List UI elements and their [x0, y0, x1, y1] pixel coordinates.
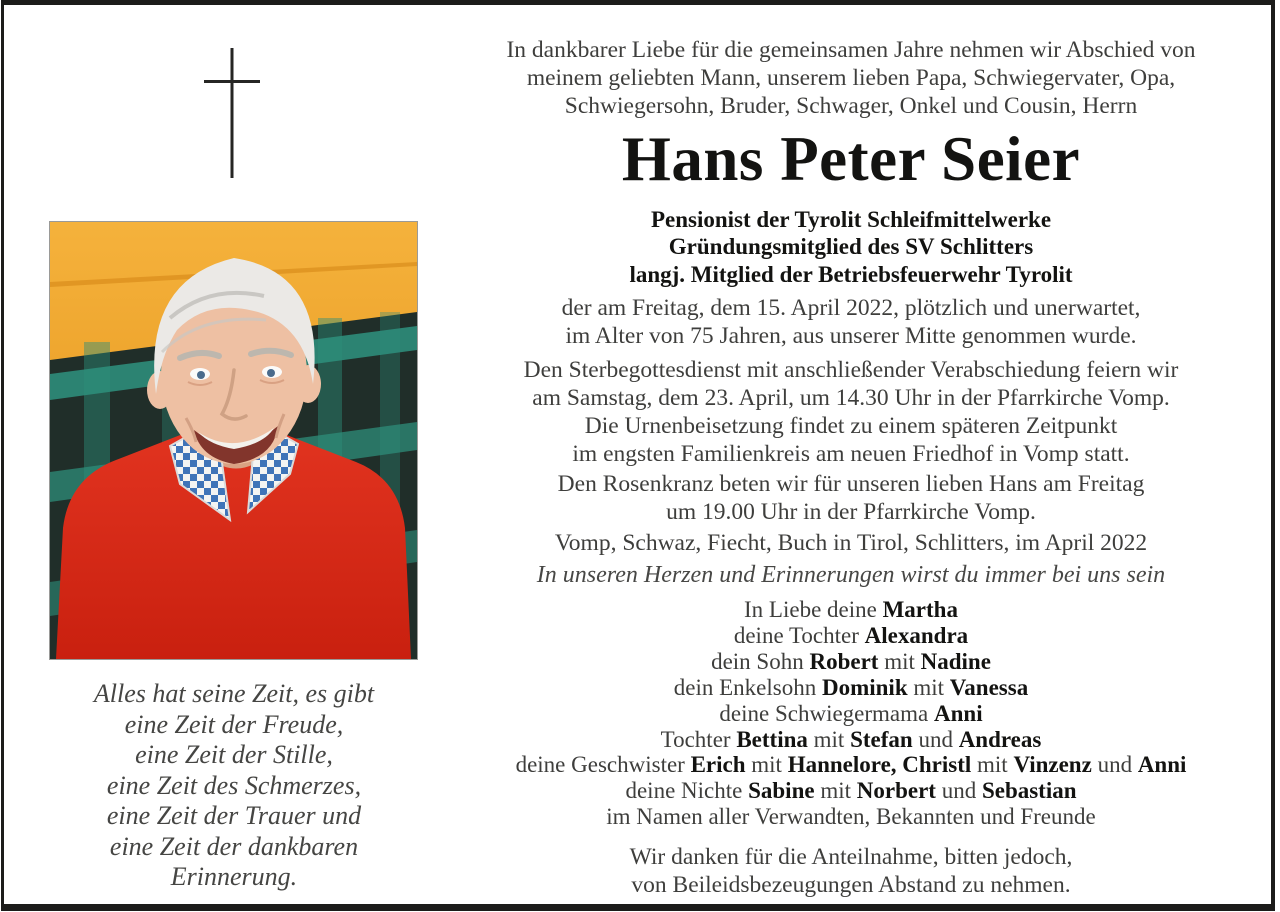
- intro-line: In dankbarer Liebe für die gemeinsamen Jahre nehmen wir Abschied von: [506, 37, 1196, 63]
- poem-line: eine Zeit der dankbaren: [109, 831, 359, 861]
- family-line: deine Nichte Sabine mit Norbert und Sebastian: [625, 778, 1077, 804]
- death-line: der am Freitag, dem 15. April 2022, plötzlich und unerwartet,: [561, 295, 1141, 321]
- rosary-paragraph: [440, 470, 1262, 526]
- family-line: deine Geschwister Erich mit Hannelore, Christl mit Vinzenz und Anni: [515, 752, 1187, 778]
- memorial-poem: [32, 679, 436, 893]
- title-line: Pensionist der Tyrolit Schleifmittelwerke: [650, 207, 1052, 232]
- death-line: im Alter von 75 Jahren, aus unserer Mitte genommen wurde.: [565, 323, 1137, 349]
- service-line: am Samstag, dem 23. April, um 14.30 Uhr in der Pfarrkirche Vomp.: [532, 385, 1170, 411]
- family-line: In Liebe deine Martha: [744, 597, 958, 622]
- closing-line: Wir danken für die Anteilnahme, bitten jedoch,: [629, 844, 1073, 870]
- closing-paragraph: [440, 843, 1262, 900]
- memory-line: In unseren Herzen und Erinnerungen wirst du immer bei uns sein: [536, 562, 1166, 588]
- places-line: Vomp, Schwaz, Fiecht, Buch in Tirol, Schlitters, im April 2022: [554, 530, 1148, 556]
- poem-line: eine Zeit der Stille,: [135, 740, 333, 769]
- family-line: dein Sohn Robert mit Nadine: [711, 648, 991, 674]
- poem-line: eine Zeit der Trauer und: [106, 801, 362, 830]
- rosary-line: um 19.00 Uhr in der Pfarrkirche Vomp.: [666, 499, 1036, 525]
- rosary-line: Den Rosenkranz beten wir für unseren lieben Hans am Freitag: [557, 471, 1145, 497]
- title-line: langj. Mitglied der Betriebsfeuerwehr Tyrolit: [629, 261, 1073, 287]
- family-line: Tochter Bettina mit Stefan und Andreas: [660, 726, 1042, 752]
- deceased-name: Hans Peter Seier: [621, 124, 1081, 194]
- service-line: Die Urnenbeisetzung findet zu einem späteren Zeitpunkt: [584, 413, 1118, 439]
- poem-line: Alles hat seine Zeit, es gibt: [93, 679, 375, 708]
- family-line: deine Schwiegermama Anni: [719, 700, 983, 726]
- latin-cross-icon: [200, 45, 264, 181]
- death-paragraph: [440, 294, 1262, 350]
- poem-line: eine Zeit des Schmerzes,: [106, 770, 362, 800]
- closing-line: von Beileidsbezeugungen Abstand zu nehmen.: [631, 872, 1071, 899]
- service-line: im engsten Familienkreis am neuen Friedhof in Vomp statt.: [572, 441, 1130, 467]
- family-list: [440, 597, 1262, 830]
- poem-line: eine Zeit der Freude,: [124, 709, 344, 739]
- service-line: Den Sterbegottesdienst mit anschließender Verabschiedung feiern wir: [523, 357, 1179, 383]
- intro-line: meinem geliebten Mann, unserem lieben Papa, Schwiegervater, Opa,: [526, 65, 1176, 92]
- intro-paragraph: [440, 36, 1262, 121]
- title-line: Gründungsmitglied des SV Schlitters: [668, 234, 1034, 260]
- deceased-titles: [440, 206, 1262, 288]
- family-line: deine Tochter Alexandra: [733, 622, 969, 648]
- portrait-photo: [49, 221, 418, 660]
- obituary-sheet: [1, 0, 1275, 911]
- family-line: im Namen aller Verwandten, Bekannten und Freunde: [606, 804, 1096, 830]
- family-line: dein Enkelsohn Dominik mit Vanessa: [673, 674, 1029, 700]
- intro-line: Schwiegersohn, Bruder, Schwager, Onkel und Cousin, Herrn: [564, 93, 1138, 120]
- poem-line: Erinnerung.: [170, 862, 298, 891]
- service-paragraph: [440, 356, 1262, 468]
- portrait-photo-graphic: [50, 222, 417, 659]
